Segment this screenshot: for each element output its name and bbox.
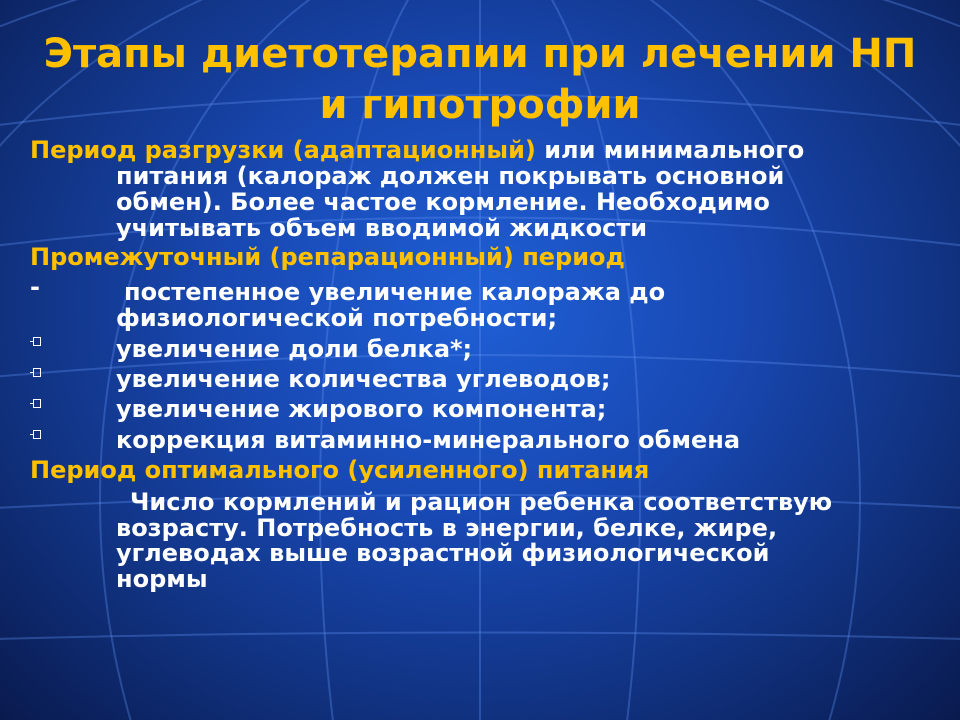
section2-bullet-item: коррекция витаминно-минерального обмена	[116, 426, 741, 454]
dash-marker: -	[30, 273, 40, 301]
bullet-box-icon	[30, 337, 41, 346]
section1-heading-rest: или минимального	[535, 136, 805, 164]
slide-title-line-2: и гипотрофии	[319, 82, 641, 128]
section1-line: учитывать объем вводимой жидкости	[116, 214, 648, 242]
section2-dash-line: постепенное увеличение калоража до	[124, 278, 666, 306]
section1-line: обмен). Более частое кормление. Необходимо	[116, 188, 770, 216]
section2-bullet-item: увеличение доли белка*;	[116, 335, 473, 363]
section2-bullet-item: увеличение количества углеводов;	[116, 365, 611, 393]
section1-line: питания (калораж должен покрывать основной	[116, 162, 785, 190]
section3-line: возрасту. Потребность в энергии, белке, жире,	[116, 514, 778, 542]
section3-heading: Период оптимального (усиленного) питания	[30, 456, 650, 484]
bullet-box-icon	[30, 430, 41, 439]
bullet-box-icon	[30, 368, 41, 377]
slide-title-line-1: Этапы диетотерапии при лечении НП	[43, 31, 917, 77]
section3-line: углеводах выше возрастной физиологической	[116, 539, 770, 567]
section3-line: нормы	[116, 565, 208, 593]
section1-heading: Период разгрузки (адаптационный)	[30, 136, 536, 164]
section2-heading: Промежуточный (репарационный) период	[30, 243, 625, 271]
bullet-box-icon	[30, 399, 41, 408]
section3-line: Число кормлений и рацион ребенка соответствую	[130, 488, 833, 516]
section1-heading-row	[30, 138, 804, 162]
section2-bullet-item: увеличение жирового компонента;	[116, 395, 607, 423]
section2-dash-line: физиологической потребности;	[116, 304, 558, 332]
